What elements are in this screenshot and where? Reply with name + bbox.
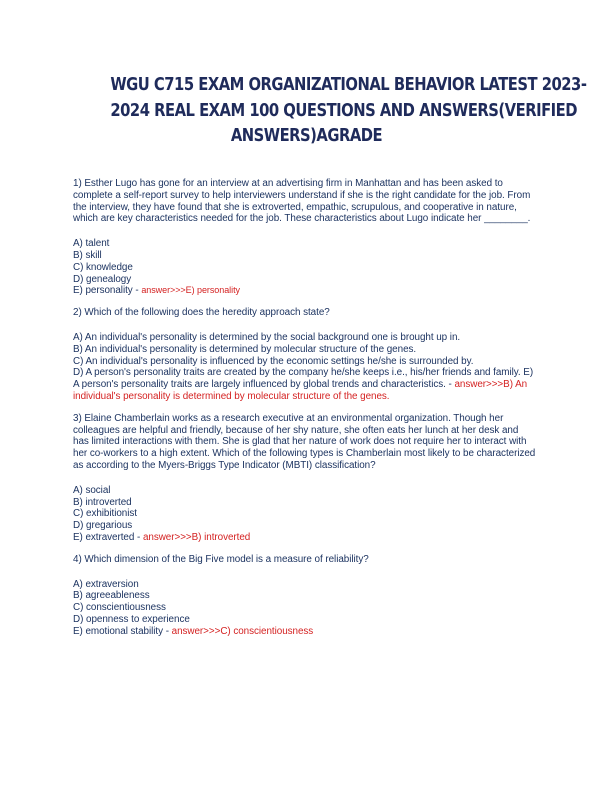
correct-answer: answer>>>B) An xyxy=(454,379,528,391)
question-line: 1) Esther Lugo has gone for an interview at an advertising firm in Manhattan and has been asked to xyxy=(73,178,503,189)
answer-options xyxy=(73,579,543,638)
option-a: A) social xyxy=(73,484,111,496)
answer-options xyxy=(73,485,543,544)
option-e xyxy=(73,626,543,638)
question-line: complete a self-report survey to help interviewers understand if she is the right candidate for the job. From xyxy=(73,189,531,201)
option-e xyxy=(73,532,543,544)
option-e xyxy=(73,379,543,391)
title-line: ANSWERS)AGRADE xyxy=(230,126,383,146)
option-b: B) skill xyxy=(73,249,102,261)
option-a: A) extraversion xyxy=(73,578,139,590)
option-e-text: E) extraverted - xyxy=(73,531,143,543)
option-d: D) genealogy xyxy=(73,273,132,285)
answer-options xyxy=(73,332,543,403)
correct-answer: answer>>>E) personality xyxy=(141,285,240,296)
document-body xyxy=(73,178,543,648)
correct-answer: answer>>>B) introverted xyxy=(142,531,251,543)
question-line: the interview, they have found that she is extroverted, empathic, scrupulous, and cooperative in nature, xyxy=(73,201,517,213)
question-text xyxy=(73,178,543,225)
option-b: B) agreeableness xyxy=(73,590,150,602)
option-b: B) An individual's personality is determined by molecular structure of the genes. xyxy=(73,343,417,355)
title-line: 2024 REAL EXAM 100 QUESTIONS AND ANSWERS(VERIFIED xyxy=(110,100,578,121)
option-e xyxy=(73,285,543,297)
question-line: her co-workers to a high extent. Which of the following types is Chamberlain most likely to be characterized xyxy=(73,448,536,460)
option-b: B) introverted xyxy=(73,496,132,508)
question-2 xyxy=(73,307,543,403)
question-line: as according to the Myers-Briggs Type Indicator (MBTI) classification? xyxy=(73,459,376,471)
question-line: has limited interactions with them. She is glad that her nature of work does not require her to interact with xyxy=(73,436,527,448)
question-line: colleagues are helpful and friendly, because of her shy nature, she often eats her lunch at her desk and xyxy=(73,424,519,436)
question-line: 2) Which of the following does the heredity approach state? xyxy=(73,307,330,319)
question-1 xyxy=(73,178,543,297)
option-d: D) gregarious xyxy=(73,520,133,532)
title-line: WGU C715 EXAM ORGANIZATIONAL BEHAVIOR LATEST 2023- xyxy=(110,75,587,95)
option-a: A) An individual's personality is determined by the social background one is brought up in. xyxy=(73,331,461,343)
option-c: C) knowledge xyxy=(73,261,133,273)
option-e-text: E) personality - xyxy=(73,285,142,297)
question-text xyxy=(73,554,543,566)
correct-answer: answer>>>C) conscientiousness xyxy=(171,625,314,637)
question-4 xyxy=(73,554,543,638)
correct-answer-continued: individual's personality is determined by molecular structure of the genes. xyxy=(73,390,390,402)
question-text xyxy=(73,413,543,472)
option-c: C) exhibitionist xyxy=(73,508,137,520)
question-line: 4) Which dimension of the Big Five model is a measure of reliability? xyxy=(73,553,369,565)
option-c: C) An individual's personality is influenced by the economic settings he/she is surrounded by. xyxy=(73,355,474,367)
option-e-text: A person's personality traits are largely influenced by global trends and characteristics. - xyxy=(73,379,455,391)
option-d: D) openness to experience xyxy=(73,613,190,625)
question-line: which are key characteristics needed for the job. These characteristics about Lugo indicate her ________. xyxy=(73,213,531,225)
question-line: 3) Elaine Chamberlain works as a research executive at an environmental organization. Though her xyxy=(73,412,504,424)
option-c: C) conscientiousness xyxy=(73,602,166,614)
option-e-text: E) emotional stability - xyxy=(73,625,172,637)
option-d: D) A person's personality traits are created by the company he/she keeps i.e., his/her friends and family. E) xyxy=(73,367,534,379)
question-text xyxy=(73,307,543,319)
option-a: A) talent xyxy=(73,238,110,250)
question-3 xyxy=(73,413,543,544)
answer-options xyxy=(73,238,543,297)
document-title xyxy=(110,0,587,150)
